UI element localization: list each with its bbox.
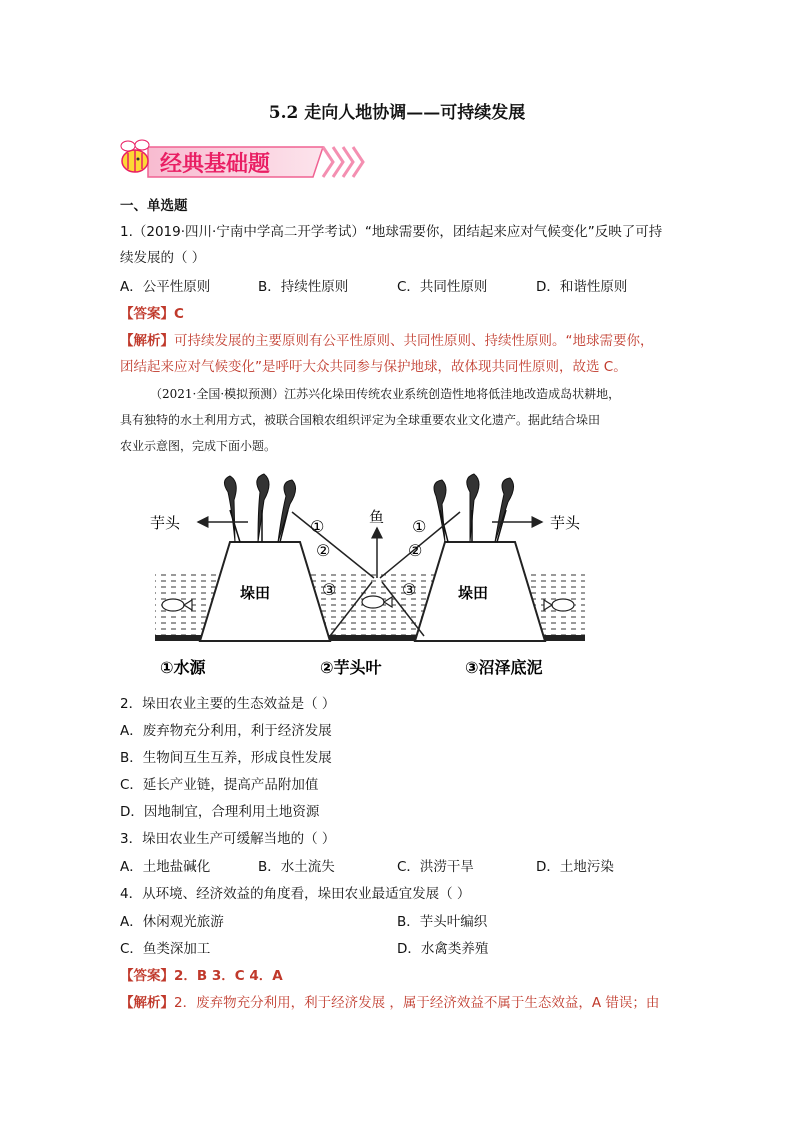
analysis-text-2: 2．废弃物充分利用，利于经济发展 ，属于经济效益不属于生态效益，A 错误；由 [174,995,660,1011]
field-right-label: 垛田 [458,584,489,602]
q3-stem: 3．垛田农业生产可缓解当地的（ ） [120,831,336,847]
num-2-right: ② [408,541,423,560]
q1-option-a: A．公平性原则 [120,279,211,295]
answers-row [120,964,283,984]
analysis-row [120,991,659,1011]
bee-icon [121,140,149,172]
section-banner [118,133,378,185]
q3-option-a: A．土地盐碱化 [120,859,211,875]
num-1-left: ① [310,517,325,536]
q3-option-d: D．土地污染 [536,859,614,875]
q2-option-b: B．生物间互生互养，形成良性发展 [120,750,332,766]
legend-taro-leaf: ②芋头叶 [320,658,382,677]
q1-analysis-line1 [120,329,654,349]
section-heading: 一、单选题 [120,198,188,214]
num-2-left: ② [316,541,331,560]
q1-stem-line1: 1.（2019·四川·宁南中学高二开学考试）“地球需要你，团结起来应对气候变化”反映了可持 [120,224,663,240]
num-3-left: ③ [322,580,337,599]
q4-option-a: A．休闲观光旅游 [120,914,224,930]
analysis-label: 【解析】 [120,333,174,349]
answer-label: 【答案】 [120,306,174,322]
left-output-label: 芋头 [150,514,181,532]
duotian-diagram [140,470,600,685]
passage-line3: 农业示意图，完成下面小题。 [120,439,277,453]
q1-stem-line2: 续发展的（ ） [120,250,206,266]
q2-option-a: A．废弃物充分利用，利于经济发展 [120,723,332,739]
q2-option-c: C．延长产业链，提高产品附加值 [120,777,319,793]
q4-option-d: D．水禽类养殖 [397,941,489,957]
q4-stem: 4．从环境、经济效益的角度看，垛田农业最适宜发展（ ） [120,886,471,902]
answer-value: C [174,306,184,322]
q3-option-b: B．水土流失 [258,859,335,875]
q4-option-c: C．鱼类深加工 [120,941,211,957]
right-output-label: 芋头 [550,514,581,532]
q1-analysis-line2: 团结起来应对气候变化”是呼吁大众共同参与保护地球，故体现共同性原则，故选 C。 [120,359,627,375]
num-3-right: ③ [402,580,417,599]
field-left-label: 垛田 [240,584,271,602]
taro-plant-icon [434,474,514,542]
analysis-text: 可持续发展的主要原则有公平性原则、共同性原则、持续性原则。“地球需要你， [174,333,654,349]
q2-option-d: D．因地制宜，合理利用土地资源 [120,804,320,820]
q1-option-b: B．持续性原则 [258,279,349,295]
num-1-right: ① [412,517,427,536]
center-fish-label: 鱼 [369,508,385,526]
answers-text: 2．B 3．C 4．A [174,968,283,984]
legend-mud: ③沼泽底泥 [465,658,543,677]
q1-option-c: C．共同性原则 [397,279,488,295]
passage-line1: （2021·全国·模拟预测）江苏兴化垛田传统农业系统创造性地将低洼地改造成岛状耕地， [150,387,621,401]
answers-label: 【答案】 [120,968,174,984]
analysis-label-2: 【解析】 [120,995,174,1011]
q3-option-c: C．洪涝干旱 [397,859,474,875]
q1-option-d: D．和谐性原则 [536,279,628,295]
page-title: 5.2 走向人地协调——可持续发展 [268,103,526,123]
q4-option-b: B．芋头叶编织 [397,914,488,930]
taro-plant-icon [224,474,295,542]
q2-stem: 2．垛田农业主要的生态效益是（ ） [120,696,336,712]
q1-answer [120,302,184,322]
banner-label: 经典基础题 [160,152,271,177]
legend-water: ①水源 [160,658,206,677]
passage-line2: 具有独特的水土利用方式，被联合国粮农组织评定为全球重要农业文化遗产。据此结合垛田 [120,413,601,427]
